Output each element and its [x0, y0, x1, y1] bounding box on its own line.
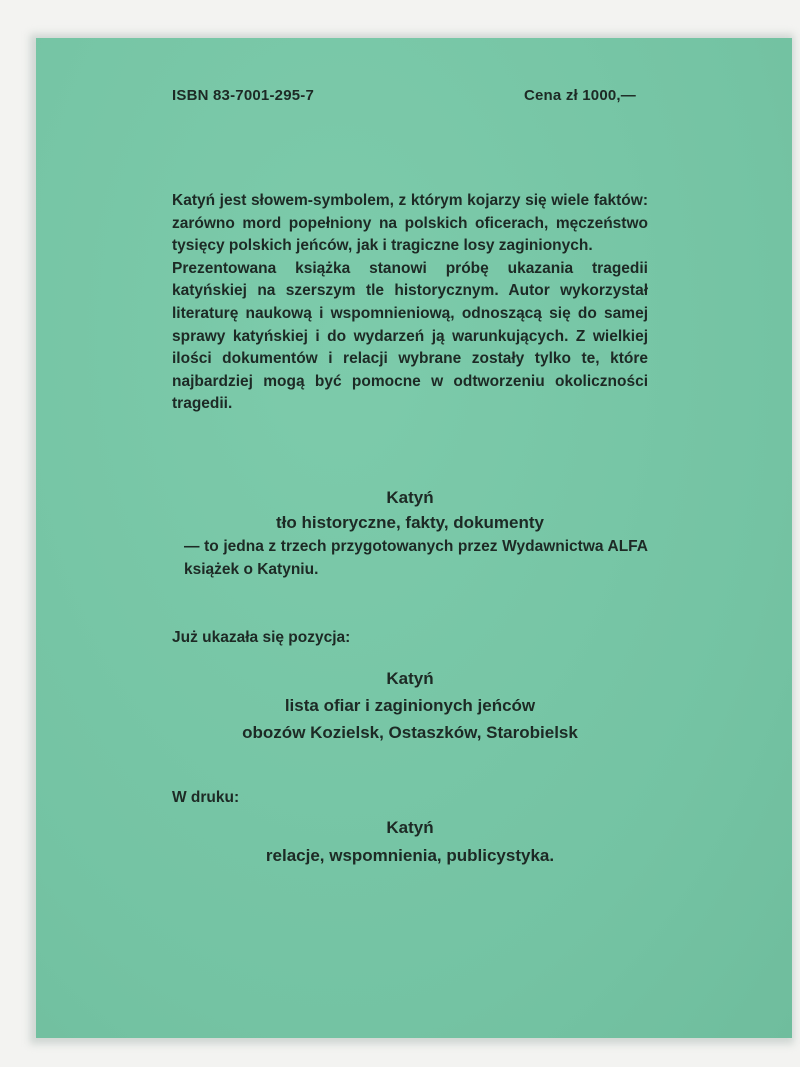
current-book-title: Katyń: [386, 488, 434, 507]
published-line-2: obozów Kozielsk, Ostaszków, Starobielsk: [242, 723, 578, 742]
published-line-1: lista ofiar i zaginionych jeńców: [284, 696, 536, 715]
in-print-label: W druku:: [172, 789, 240, 806]
current-book-description: [172, 536, 648, 581]
price-label: Cena zł 1000,—: [523, 87, 636, 104]
in-print-title: Katyń: [386, 818, 434, 837]
blurb-text: [172, 190, 648, 416]
blurb-paragraph-2: Prezentowana książka stanowi próbę ukazania tragedii katyńskiej na szerszym tle historycznym. Autor wykorzystał literaturę naukową i wspomnieniową, odnoszącą się do samej sprawy katyńskiej i do wydarzeń ją warunkujących. Z wielkiej ilości dokumentów i relacji wybrane zostały tylko te, które najbardziej mogą być pomocne w odtworzeniu okoliczności tragedii.: [172, 259, 648, 413]
published-title: Katyń: [386, 669, 434, 688]
current-book-subtitle: tło historyczne, fakty, dokumenty: [276, 513, 544, 532]
published-label: Już ukazała się pozycja:: [172, 629, 351, 646]
blurb-paragraph-1: Katyń jest słowem-symbolem, z którym kojarzy się wiele faktów: zarówno mord popełniony na polskich oficerach, męczeństwo tysięcy polskich jeńców, jak i tragiczne losy zaginionych.: [172, 192, 648, 255]
isbn-number: ISBN 83-7001-295-7: [172, 87, 315, 104]
book-back-cover: [36, 38, 792, 1038]
in-print-subtitle: relacje, wspomnienia, publicystyka.: [265, 846, 555, 865]
current-book-description-text: — to jedna z trzech przygotowanych przez Wydawnictwa ALFA książek o Katyniu.: [184, 538, 648, 578]
